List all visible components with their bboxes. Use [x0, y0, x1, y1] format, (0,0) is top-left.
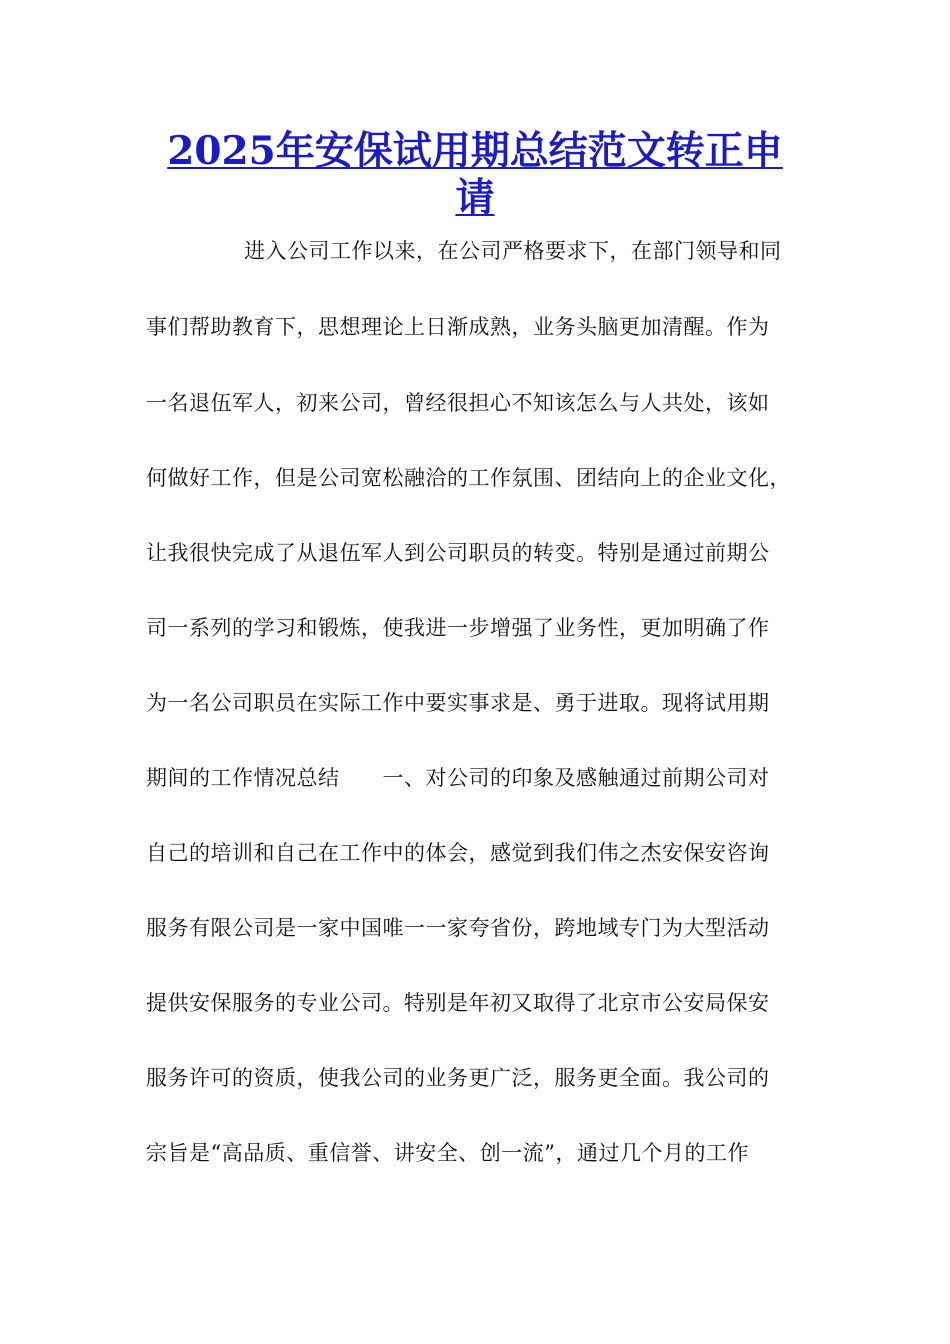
paragraph-line: 服务许可的资质，使我公司的业务更广泛，服务更全面。我公司的	[146, 1066, 770, 1090]
document-title: 2025年安保试用期总结范文转正申请	[167, 128, 783, 221]
paragraph-line: 提供安保服务的专业公司。特别是年初又取得了北京市公安局保安	[146, 991, 770, 1015]
paragraph-line: 为一名公司职员在实际工作中要实事求是、勇于进取。现将试用期	[146, 691, 770, 715]
paragraph-line: 宗旨是“高品质、重信誉、讲安全、创一流”，通过几个月的工作	[146, 1141, 749, 1165]
paragraph-line: 自己的培训和自己在工作中的体会，感觉到我们伟之杰安保安咨询	[146, 841, 770, 865]
paragraph-line: 司一系列的学习和锻炼，使我进一步增强了业务性，更加明确了作	[146, 616, 770, 640]
paragraph-line: 何做好工作，但是公司宽松融洽的工作氛围、团结向上的企业文化，	[146, 466, 791, 490]
paragraph-line: 让我很快完成了从退伍军人到公司职员的转变。特别是通过前期公	[146, 541, 770, 565]
paragraph-line: 期间的工作情况总结 一、对公司的印象及感触通过前期公司对	[146, 766, 770, 790]
paragraph-line: 服务有限公司是一家中国唯一一家夸省份，跨地域专门为大型活动	[146, 916, 770, 940]
paragraph-line: 进入公司工作以来，在公司严格要求下，在部门领导和同	[244, 239, 782, 263]
paragraph-line: 一名退伍军人，初来公司，曾经很担心不知该怎么与人共处，该如	[146, 391, 770, 415]
paragraph-line: 事们帮助教育下，思想理论上日渐成熟，业务头脑更加清醒。作为	[146, 315, 770, 339]
